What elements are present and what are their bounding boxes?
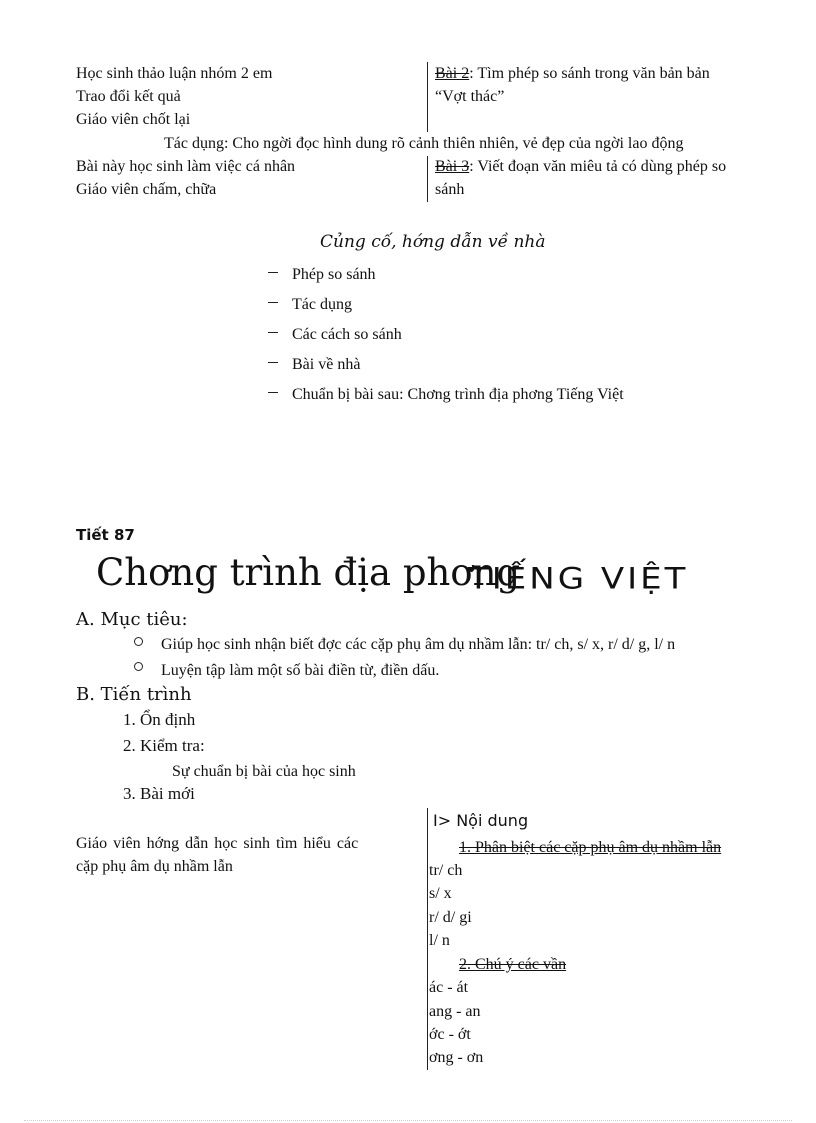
rhyme-4: ơng - ơn [429, 1049, 484, 1066]
page-bottom-rule [24, 1120, 792, 1121]
dash-2 [268, 302, 278, 303]
pair-3: r/ d/ gi [429, 909, 472, 926]
step-3: 3. Bài mới [123, 784, 195, 803]
pair-1: tr/ ch [429, 862, 463, 879]
step-2-sub: Sự chuẩn bị bài của học sinh [172, 763, 356, 780]
table1-left-row-3: Giáo viên chốt lại [76, 111, 191, 128]
lesson-title: Chơng trình địa phơng [96, 551, 521, 594]
exercise-2-line2: “Vợt thác” [435, 88, 505, 105]
exercise-2-text: : Tìm phép so sánh trong văn bản bản [469, 65, 710, 82]
step-2: 2. Kiểm tra: [123, 736, 205, 755]
consolidation-item-3: Các cách so sánh [292, 326, 402, 343]
consolidation-item-1: Phép so sánh [292, 266, 376, 283]
period-number: Tiết 87 [76, 526, 135, 544]
table1-right-a [435, 62, 710, 85]
subheading-pairs: 1. Phân biệt các cặp phụ âm dụ nhầm lẫn [459, 839, 722, 856]
table1-left-row-2: Trao đổi kết quả [76, 88, 181, 105]
section-a-heading: A. Mục tiêu: [76, 609, 188, 630]
consolidation-item-5: Chuẩn bị bài sau: Chơng trình địa phơng Tiếng Việt [292, 386, 624, 403]
dash-1 [268, 272, 278, 273]
consolidation-item-4: Bài về nhà [292, 356, 361, 373]
rhyme-1: ác - át [429, 979, 469, 996]
dash-5 [268, 392, 278, 393]
section-b-heading: B. Tiến trình [76, 684, 192, 705]
table1-left-row-1: Học sinh thảo luận nhóm 2 em [76, 65, 273, 82]
bullet-2 [134, 662, 143, 671]
bullet-1 [134, 637, 143, 646]
effect-row: Tác dụng: Cho ngời đọc hình dung rõ cảnh thiên nhiên, vẻ đẹp của ngời lao động [164, 135, 684, 152]
pair-4: l/ n [429, 932, 450, 949]
consolidation-item-2: Tác dụng [292, 296, 352, 313]
objective-2: Luyện tập làm một số bài điền từ, điền dấu. [161, 662, 440, 679]
table1-divider-a [427, 62, 428, 132]
table2-left-text-2: cặp phụ âm dụ nhầm lẫn [76, 858, 233, 875]
exercise-3-label: Bài 3 [435, 158, 470, 175]
table1-left-row-5: Giáo viên chấm, chữa [76, 181, 217, 198]
exercise-2-label: Bài 2 [435, 65, 470, 82]
consolidation-heading: Củng cố, hớng dẫn về nhà [320, 232, 546, 252]
lesson-title-decorative: TIẾNG VIỆT [468, 562, 689, 596]
content-heading: I> Nội dung [433, 811, 529, 830]
table2-left-text-1: Giáo viên hớng dẫn học sinh tìm hiểu các [76, 835, 359, 852]
dash-3 [268, 332, 278, 333]
table2-divider [427, 808, 428, 1070]
exercise-3-line2: sánh [435, 181, 465, 198]
rhyme-2: ang - an [429, 1003, 481, 1020]
exercise-3-text: : Viết đoạn văn miêu tả có dùng phép so [469, 158, 727, 175]
rhyme-3: ớc - ớt [429, 1026, 471, 1043]
step-1: 1. Ổn định [123, 710, 196, 729]
pair-2: s/ x [429, 885, 452, 902]
objective-1: Giúp học sinh nhận biết đợc các cặp phụ âm dụ nhầm lẫn: tr/ ch, s/ x, r/ d/ g, l/ n [161, 636, 676, 653]
table1-right-b [435, 155, 726, 178]
dash-4 [268, 362, 278, 363]
table1-divider-b [427, 156, 428, 202]
table1-left-row-4: Bài này học sinh làm việc cá nhân [76, 158, 296, 175]
subheading-rhymes: 2. Chú ý các vần [459, 956, 567, 973]
